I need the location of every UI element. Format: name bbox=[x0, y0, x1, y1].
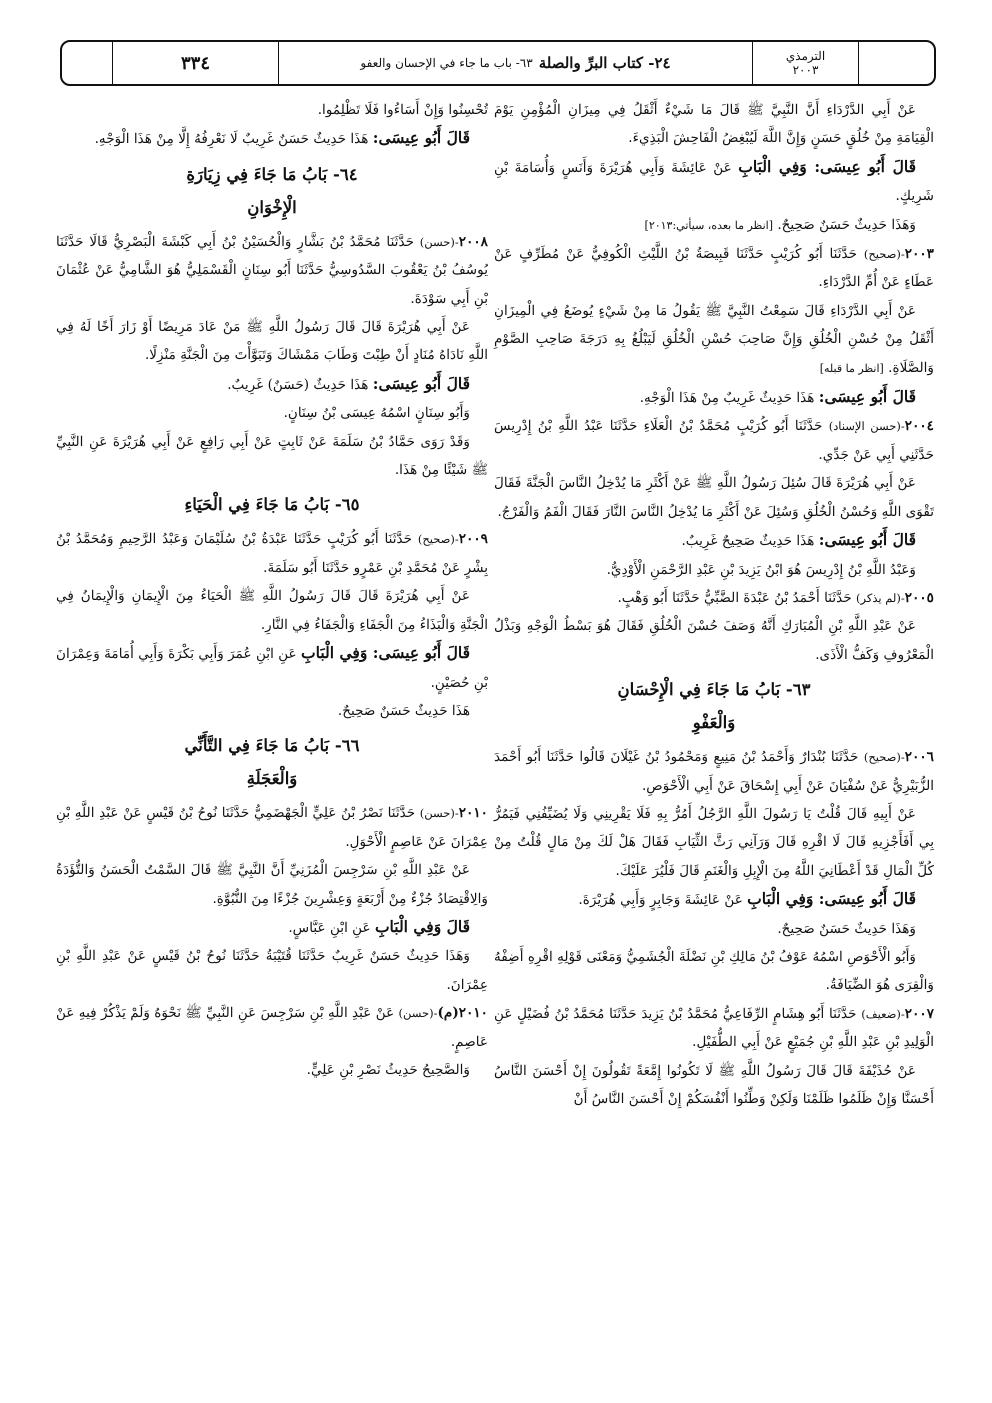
chapter-heading-line: الْإِخْوَانِ bbox=[247, 197, 297, 217]
header-ref-name: الترمذي bbox=[785, 49, 826, 63]
chapter-heading-65 bbox=[56, 488, 488, 521]
hadith-number: ٢٠٠٨ bbox=[458, 233, 488, 250]
hadith-matn: عَنْ حُذَيْفَةَ قَالَ قَالَ رَسُولُ اللَّهِ ﷺ لَا تَكُونُوا إِمَّعَةً تَقُولُونَ إِنْ أَحْسَنَ النَّاسُ أَحْسَنَّا وَإِنْ ظَلَمُوا ظَلَمْنَا وَلَكِنْ وَطِّنُوا أَنْفُسَكُمْ إِنْ أَحْسَنَ النَّاسُ أَنْ bbox=[494, 1062, 934, 1107]
hadith-matn: عَنْ أَبِي هُرَيْرَةَ قَالَ قَالَ رَسُولُ اللَّهِ ﷺ الْحَيَاءُ مِنَ الْإِيمَانِ وَالْإِيمَانُ فِي الْجَنَّةِ وَالْبَذَاءُ مِنَ الْجَفَاءِ وَالْجَفَاءُ فِي النَّارِ. bbox=[56, 588, 488, 633]
chapter-heading-line: وَالْعَفْوِ bbox=[692, 713, 736, 733]
commentary-text: هَذَا حَدِيثٌ (حَسَنٌ) غَرِيبٌ. bbox=[227, 376, 369, 393]
note-text: وَأَبُو الْأَحْوَصِ اسْمُهُ عَوْفُ بْنُ مَالِكِ بْنِ نَضْلَةَ الْجُشَمِيُّ وَمَعْنَى قَوْلِهِ اقْرِهِ أَضِفْهُ وَالْقِرَى هُوَ الضِّيَافَةُ. bbox=[494, 948, 934, 994]
hadith-text: عَنْ عَبْدِ اللَّهِ بْنِ سَرْجِسَ عَنِ النَّبِيِّ ﷺ نَحْوَهُ وَلَمْ يَذْكُرْ فِيهِ عَنْ عَاصِمٍ. bbox=[56, 1005, 488, 1050]
commentary-text: هَذَا حَدِيثٌ حَسَنٌ غَرِيبٌ لَا نَعْرِفُهُ إِلَّا مِنْ هَذَا الْوَجْهِ. bbox=[94, 131, 369, 148]
commentary-text: هَذَا حَدِيثٌ غَرِيبٌ مِنْ هَذَا الْوَجْهِ. bbox=[639, 390, 815, 407]
continuation-text: تُحْسِنُوا وَإِنْ أَسَاءُوا فَلَا تَظْلِمُوا. bbox=[317, 102, 488, 118]
hadith-2005 bbox=[494, 584, 934, 612]
hadith-isnad: حَدَّثَنَا نَصْرُ بْنُ عَلِيٍّ الْجَهْضَمِيُّ حَدَّثَنَا نُوحُ بْنُ قَيْسٍ عَنْ عَبْدِ اللَّهِ بْنِ عِمْرَانَ عَنْ عَاصِمٍ الْأَحْوَلِ. bbox=[56, 805, 488, 850]
note-text: وَقَدْ رَوَى حَمَّادُ بْنُ سَلَمَةَ عَنْ ثَابِتٍ عَنْ أَبِي رَافِعٍ عَنْ أَبِي هُرَيْرَةَ عَنِ النَّبِيِّ ﷺ شَيْئًا مِنْ هَذَا. bbox=[56, 433, 488, 479]
cross-reference: [انظر ما قبله] bbox=[819, 361, 884, 375]
hadith-isnad: حَدَّثَنَا أَبُو هِشَامٍ الرِّفَاعِيُّ مُحَمَّدُ بْنُ يَزِيدَ حَدَّثَنَا مُحَمَّدُ بْنُ فُضَيْلٍ عَنِ الْوَلِيدِ بْنِ عَبْدِ اللَّهِ بْنِ جُمَيْعٍ عَنْ أَبِي الطُّفَيْلِ. bbox=[494, 1005, 934, 1051]
hadith-matn: عَنْ أَبِي الدَّرْدَاءِ قَالَ سَمِعْتُ النَّبِيَّ ﷺ يَقُولُ مَا مِنْ شَيْءٍ يُوضَعُ فِي الْمِيزَانِ أَثْقَلُ مِنْ حُسْنِ الْخُلُقِ وَإِنَّ صَاحِبَ حُسْنِ الْخُلُقِ لَيَبْلُغُ بِهِ دَرَجَةَ صَاحِبِ الصَّوْمِ وَالصَّلَاةِ. bbox=[494, 302, 934, 376]
hadith-grade: -(حسن الإسناد) bbox=[828, 419, 905, 434]
commentary-label: قَالَ وَفِي الْبَابِ bbox=[374, 916, 470, 936]
paragraph bbox=[494, 297, 934, 383]
commentary-label: قَالَ أَبُو عِيسَى: bbox=[818, 387, 916, 407]
chapter-heading-64 bbox=[56, 158, 488, 224]
chapter-heading-line: ٦٥- بَابُ مَا جَاءَ فِي الْحَيَاءِ bbox=[184, 495, 360, 515]
paragraph: عَنْ أَبِي الدَّرْدَاءِ أَنَّ النَّبِيَّ ﷺ قَالَ مَا شَيْءٌ أَثْقَلُ فِي مِيزَانِ الْمُؤْمِنِ يَوْمَ الْقِيَامَةِ مِنْ خُلُقٍ حَسَنٍ وَإِنَّ اللَّهَ لَيُبْغِضُ الْفَاحِشَ الْبَذِيءَ. bbox=[494, 102, 934, 147]
paragraph bbox=[56, 639, 488, 697]
paragraph bbox=[56, 124, 488, 153]
header-title bbox=[278, 42, 752, 84]
note-text: وَأَبُو سِنَانٍ اسْمُهُ عِيسَى بْنُ سِنَانٍ. bbox=[283, 405, 470, 422]
hadith-number: ٢٠٠٤ bbox=[904, 418, 934, 435]
note-text: وَهَذَا حَدِيثٌ حَسَنٌ صَحِيحٌ. bbox=[777, 920, 916, 937]
hadith-matn: عَنْ عَبْدِ اللَّهِ بْنِ سَرْجِسَ الْمُزَنِيِّ أَنَّ النَّبِيَّ ﷺ قَالَ السَّمْتُ الْحَسَنُ وَالتُّؤَدَةُ وَالِاقْتِصَادُ جُزْءٌ مِنْ أَرْبَعَةٍ وَعِشْرِينَ جُزْءًا مِنَ النُّبُوَّةِ. bbox=[56, 862, 488, 907]
chapter-heading-line: ٦٦- بَابُ مَا جَاءَ فِي التَّأَنِّي bbox=[184, 736, 360, 756]
hadith-matn: عَنْ أَبِيهِ قَالَ قُلْتُ يَا رَسُولَ اللَّهِ الرَّجُلُ أَمُرُّ بِهِ فَلَا يَقْرِينِي وَلَا يُضَيِّفُنِي فَيَمُرُّ بِي أَفَأَجْزِيهِ قَالَ لَا اقْرِهِ قَالَ وَرَآنِي رَثَّ الثِّيَابِ فَقَالَ هَلْ لَكَ مِنْ مَالٍ قُلْتُ مِنْ كُلِّ الْمَالِ قَدْ أَعْطَانِيَ اللَّهُ مِنَ الْإِبِلِ وَالْغَنَمِ قَالَ فَلْيُرَ عَلَيْكَ. bbox=[494, 805, 934, 879]
hadith-grade: -(حسن) bbox=[419, 806, 459, 821]
commentary-label: قَالَ أَبُو عِيسَى: bbox=[372, 128, 470, 148]
page-header bbox=[60, 40, 936, 86]
paragraph bbox=[494, 383, 934, 412]
hadith-grade: -(حسن) bbox=[419, 234, 459, 249]
hadith-grade: -(حسن) bbox=[398, 1006, 438, 1021]
hadith-number: ٢٠٠٦ bbox=[904, 749, 934, 766]
hadith-isnad: حَدَّثَنَا أَبُو كُرَيْبٍ مُحَمَّدُ بْنُ الْعَلَاءِ حَدَّثَنَا عَبْدُ اللَّهِ بْنُ إِدْرِيسَ حَدَّثَنِي أَبِي عَنْ جَدِّي. bbox=[494, 418, 934, 463]
chapter-heading-line: ٦٤- بَابُ مَا جَاءَ فِي زِيَارَةِ bbox=[186, 164, 358, 184]
hadith-grade: -(صحيح) bbox=[417, 532, 459, 547]
commentary-label: قَالَ أَبُو عِيسَى: وَفِي الْبَابِ bbox=[747, 889, 916, 909]
hadith-matn: عَنْ أَبِي هُرَيْرَةَ قَالَ سُئِلَ رَسُولُ اللَّهِ ﷺ عَنْ أَكْثَرِ مَا يُدْخِلُ النَّاسَ الْجَنَّةَ فَقَالَ تَقْوَى اللَّهِ وَحُسْنُ الْخُلُقِ وَسُئِلَ عَنْ أَكْثَرِ مَا يُدْخِلُ النَّاسَ النَّارَ فَقَالَ الْفَمُ وَالْفَرْجُ. bbox=[494, 475, 934, 520]
page-number: ٣٣٤ bbox=[112, 42, 278, 84]
hadith-matn: عَنْ أَبِي هُرَيْرَةَ قَالَ قَالَ رَسُولُ اللَّهِ ﷺ مَنْ عَادَ مَرِيضًا أَوْ زَارَ أَخًا لَهُ فِي اللَّهِ نَادَاهُ مُنَادٍ أَنْ طِبْتَ وَطَابَ مَمْشَاكَ وَتَبَوَّأْتَ مِنَ الْجَنَّةِ مَنْزِلًا. bbox=[56, 319, 488, 364]
note-text: وَالصَّحِيحُ حَدِيثُ نَصْرِ بْنِ عَلِيٍّ. bbox=[306, 1061, 470, 1078]
header-blank-left bbox=[62, 42, 112, 84]
hadith-grade: -(لم يذكر) bbox=[856, 590, 905, 605]
hadith-2010 bbox=[56, 799, 488, 856]
chapter-heading-66 bbox=[56, 729, 488, 795]
hadith-number: ٢٠٠٩ bbox=[458, 531, 488, 548]
hadith-2004 bbox=[494, 412, 934, 469]
paragraph bbox=[494, 526, 934, 555]
paragraph bbox=[494, 885, 934, 914]
hadith-matn: عَنْ عَبْدِ اللَّهِ بْنِ الْمُبَارَكِ أَنَّهُ وَصَفَ حُسْنَ الْخُلُقِ فَقَالَ هُوَ بَسْطُ الْوَجْهِ وَبَذْلُ الْمَعْرُوفِ وَكَفُّ الْأَذَى. bbox=[494, 618, 934, 663]
hadith-isnad: حَدَّثَنَا أَبُو كُرَيْبٍ حَدَّثَنَا عَبْدَةُ بْنُ سُلَيْمَانَ وَعَبْدُ الرَّحِيمِ وَمُحَمَّدُ بْنُ بِشْرٍ عَنْ مُحَمَّدِ بْنِ عَمْرٍو حَدَّثَنَا أَبُو سَلَمَةَ. bbox=[56, 531, 488, 576]
cross-reference: [انظر ما بعده، سيأتي:٢٠١٣] bbox=[644, 218, 773, 232]
paragraph bbox=[56, 913, 488, 942]
paragraph bbox=[494, 211, 934, 240]
hadith-2009 bbox=[56, 525, 488, 582]
commentary-label: قَالَ أَبُو عِيسَى: وَفِي الْبَابِ bbox=[301, 643, 470, 663]
chapter-heading-63 bbox=[494, 673, 934, 739]
note-text: هَذَا حَدِيثٌ حَسَنٌ صَحِيحٌ. bbox=[337, 702, 470, 719]
hadith-2003 bbox=[494, 240, 934, 297]
header-blank-right bbox=[858, 42, 934, 84]
hadith-grade: -(صحيح) bbox=[863, 247, 905, 262]
hadith-isnad: حَدَّثَنَا بُنْدَارٌ وَأَحْمَدُ بْنُ مَنِيعٍ وَمَحْمُودُ بْنُ غَيْلَانَ قَالُوا حَدَّثَنَا أَبُو أَحْمَدَ الزُّبَيْرِيُّ عَنْ سُفْيَانَ عَنْ أَبِي إِسْحَاقَ عَنْ أَبِي الْأَحْوَصِ. bbox=[494, 749, 934, 794]
right-column bbox=[494, 96, 934, 1363]
chapter-heading-line: ٦٣- بَابُ مَا جَاءَ فِي الْإِحْسَانِ bbox=[617, 680, 811, 700]
hadith-isnad: حَدَّثَنَا مُحَمَّدُ بْنُ بَشَّارٍ وَالْحُسَيْنُ بْنُ أَبِي كَبْشَةَ الْبَصْرِيُّ قَالَا حَدَّثَنَا يُوسُفُ بْنُ يَعْقُوبَ السَّدُوسِيُّ حَدَّثَنَا أَبُو سِنَانٍ الْقَسْمَلِيُّ هُوَ الشَّامِيُّ عَنْ عُثْمَانَ بْنِ أَبِي سَوْدَةَ. bbox=[56, 233, 488, 307]
note-text: وَهَذَا حَدِيثٌ حَسَنٌ غَرِيبٌ حَدَّثَنَا قُتَيْبَةُ حَدَّثَنَا نُوحُ بْنُ قَيْسٍ عَنْ عَبْدِ اللَّهِ بْنِ عِمْرَانَ. bbox=[56, 948, 488, 993]
paragraph bbox=[56, 370, 488, 399]
note-text: وَعَبْدُ اللَّهِ بْنُ إِدْرِيسَ هُوَ ابْنُ يَزِيدَ بْنِ عَبْدِ الرَّحْمَنِ الْأَوْدِيُّ. bbox=[606, 561, 916, 578]
commentary-text: عَنْ عَائِشَةَ وَأَبِي هُرَيْرَةَ وَأَنَسٍ وَأُسَامَةَ بْنِ شَرِيكٍ. bbox=[494, 159, 934, 205]
hadith-number: ٢٠١٠ bbox=[458, 805, 488, 822]
commentary-text: عَنْ عَائِشَةَ وَجَابِرٍ وَأَبِي هُرَيْرَةَ. bbox=[578, 892, 743, 909]
commentary-text: هَذَا حَدِيثٌ صَحِيحٌ غَرِيبٌ. bbox=[681, 533, 815, 550]
hadith-isnad: حَدَّثَنَا أَبُو كُرَيْبٍ حَدَّثَنَا قَبِيصَةُ بْنُ اللَّيْثِ الْكُوفِيُّ عَنْ مُطَرِّفٍ عَنْ عَطَاءٍ عَنْ أُمِّ الدَّرْدَاءِ. bbox=[494, 246, 934, 291]
hadith-isnad: حَدَّثَنَا أَحْمَدُ بْنُ عَبْدَةَ الضَّبِّيُّ حَدَّثَنَا أَبُو وَهْبٍ. bbox=[617, 589, 852, 606]
commentary-text: وَهَذَا حَدِيثٌ حَسَنٌ صَحِيحٌ. bbox=[777, 216, 916, 233]
hadith-grade: -(صحيح) bbox=[863, 750, 905, 765]
header-reference bbox=[752, 42, 858, 84]
hadith-2010m bbox=[56, 999, 488, 1056]
commentary-label: قَالَ أَبُو عِيسَى: وَفِي الْبَابِ bbox=[738, 156, 916, 176]
hadith-grade: -(ضعيف) bbox=[861, 1006, 905, 1021]
hadith-number: ٢٠١٠(م) bbox=[437, 1005, 488, 1022]
header-ref-number: ٢٠٠٣ bbox=[792, 63, 819, 77]
hadith-number: ٢٠٠٣ bbox=[904, 246, 934, 263]
left-column bbox=[56, 96, 488, 1363]
hadith-2006 bbox=[494, 743, 934, 800]
hadith-number: ٢٠٠٧ bbox=[904, 1005, 935, 1022]
chapter-heading-line: وَالْعَجَلَةِ bbox=[246, 769, 298, 789]
header-book-title: ٢٤- كتاب البرِّ والصلة bbox=[538, 54, 671, 72]
commentary-text: عَنِ ابْنِ عُمَرَ وَأَبِي بَكْرَةَ وَأَبِي أُمَامَةَ وَعِمْرَانَ بْنِ حُصَيْنٍ. bbox=[56, 646, 488, 691]
commentary-label: قَالَ أَبُو عِيسَى: bbox=[372, 373, 470, 393]
paragraph bbox=[494, 153, 934, 211]
header-chapter-title: ٦٣- باب ما جاء في الإحسان والعفو bbox=[360, 56, 533, 70]
commentary-label: قَالَ أَبُو عِيسَى: bbox=[818, 530, 916, 550]
commentary-text: عَنِ ابْنِ عَبَّاسٍ. bbox=[288, 919, 371, 936]
hadith-2007 bbox=[494, 1000, 934, 1057]
hadith-2008 bbox=[56, 228, 488, 313]
hadith-number: ٢٠٠٥ bbox=[904, 589, 934, 606]
